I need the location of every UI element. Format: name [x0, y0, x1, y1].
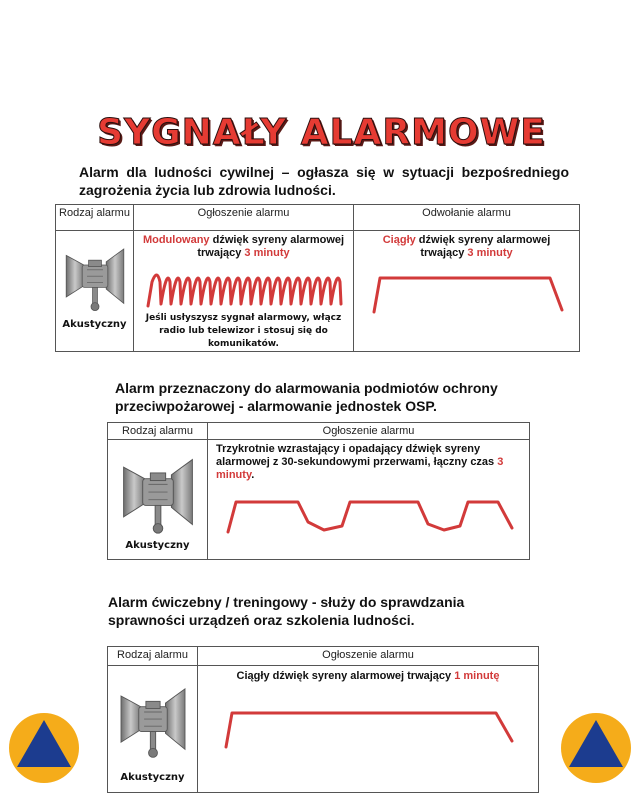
header-cancel: Odwołanie alarmu	[354, 205, 580, 231]
continuous-word: Ciągły	[382, 234, 416, 246]
announce-cell	[198, 666, 539, 793]
training-alarm-table	[107, 646, 539, 793]
civil-defense-emblem-right	[559, 711, 633, 785]
rising-falling-wave-graphic	[208, 490, 528, 540]
header-announce: Ogłoszenie alarmu	[208, 423, 530, 440]
announce-end: .	[251, 469, 255, 481]
announce-cell	[208, 440, 530, 560]
fire-alarm-table	[107, 422, 530, 560]
cancel-duration: 3 minuty	[467, 247, 513, 259]
announce-text: dźwięk syreny alarmowej trwający	[197, 234, 345, 259]
announce-cell	[134, 231, 354, 352]
radio-note: Jeśli usłyszysz sygnał alarmowy, włącz radio lub telewizor i stosuj się do komunikatów.	[145, 313, 342, 349]
header-type: Rodzaj alarmu	[56, 205, 134, 231]
header-announce: Ogłoszenie alarmu	[198, 647, 539, 666]
announce-desc	[198, 666, 538, 683]
type-label: Akustyczny	[125, 540, 190, 551]
continuous-wave-graphic	[354, 266, 578, 316]
page-title: SYGNAŁY ALARMOWE	[97, 112, 546, 153]
type-label: Akustyczny	[120, 772, 185, 783]
siren-icon	[62, 241, 128, 313]
header-announce: Ogłoszenie alarmu	[134, 205, 354, 231]
announce-desc	[208, 440, 529, 482]
announce-duration: 3 minuty	[244, 247, 290, 259]
type-label: Akustyczny	[62, 319, 127, 330]
type-cell	[108, 440, 208, 560]
cancel-cell	[354, 231, 580, 352]
cancel-desc	[354, 231, 579, 260]
header-type: Rodzaj alarmu	[108, 423, 208, 440]
modulated-word: Modulowany	[142, 234, 210, 246]
training-alarm-intro: Alarm ćwiczebny / treningowy - służy do sprawdzania sprawności urządzeń oraz szkolenia ludności.	[108, 594, 465, 628]
cancel-text: dźwięk syreny alarmowej trwający	[415, 234, 551, 259]
siren-icon	[118, 450, 198, 536]
modulated-wave-graphic	[134, 266, 352, 310]
continuous-wave-graphic	[198, 697, 536, 757]
announce-duration: 1 minutę	[454, 670, 500, 682]
civil-alarm-table	[55, 204, 580, 352]
announce-desc	[134, 231, 353, 260]
siren-icon	[117, 680, 189, 760]
type-cell	[108, 666, 198, 793]
announce-text: Trzykrotnie wzrastający i opadający dźwięk syreny alarmowej z 30-sekundowymi przerwami, łączny czas	[216, 443, 498, 468]
announce-duration: 3 minuty	[216, 456, 504, 481]
fire-alarm-intro: Alarm przeznaczony do alarmowania podmiotów ochrony przeciwpożarowej - alarmowanie jednostek OSP.	[115, 380, 498, 414]
header-type: Rodzaj alarmu	[108, 647, 198, 666]
type-cell	[56, 231, 134, 352]
announce-text: Ciągły dźwięk syreny alarmowej trwający	[236, 670, 455, 682]
civil-defense-emblem-left	[7, 711, 81, 785]
civil-alarm-intro: Alarm dla ludności cywilnej – ogłasza się w sytuacji bezpośredniego zagrożenia życia lub zdrowia ludności.	[79, 164, 569, 198]
